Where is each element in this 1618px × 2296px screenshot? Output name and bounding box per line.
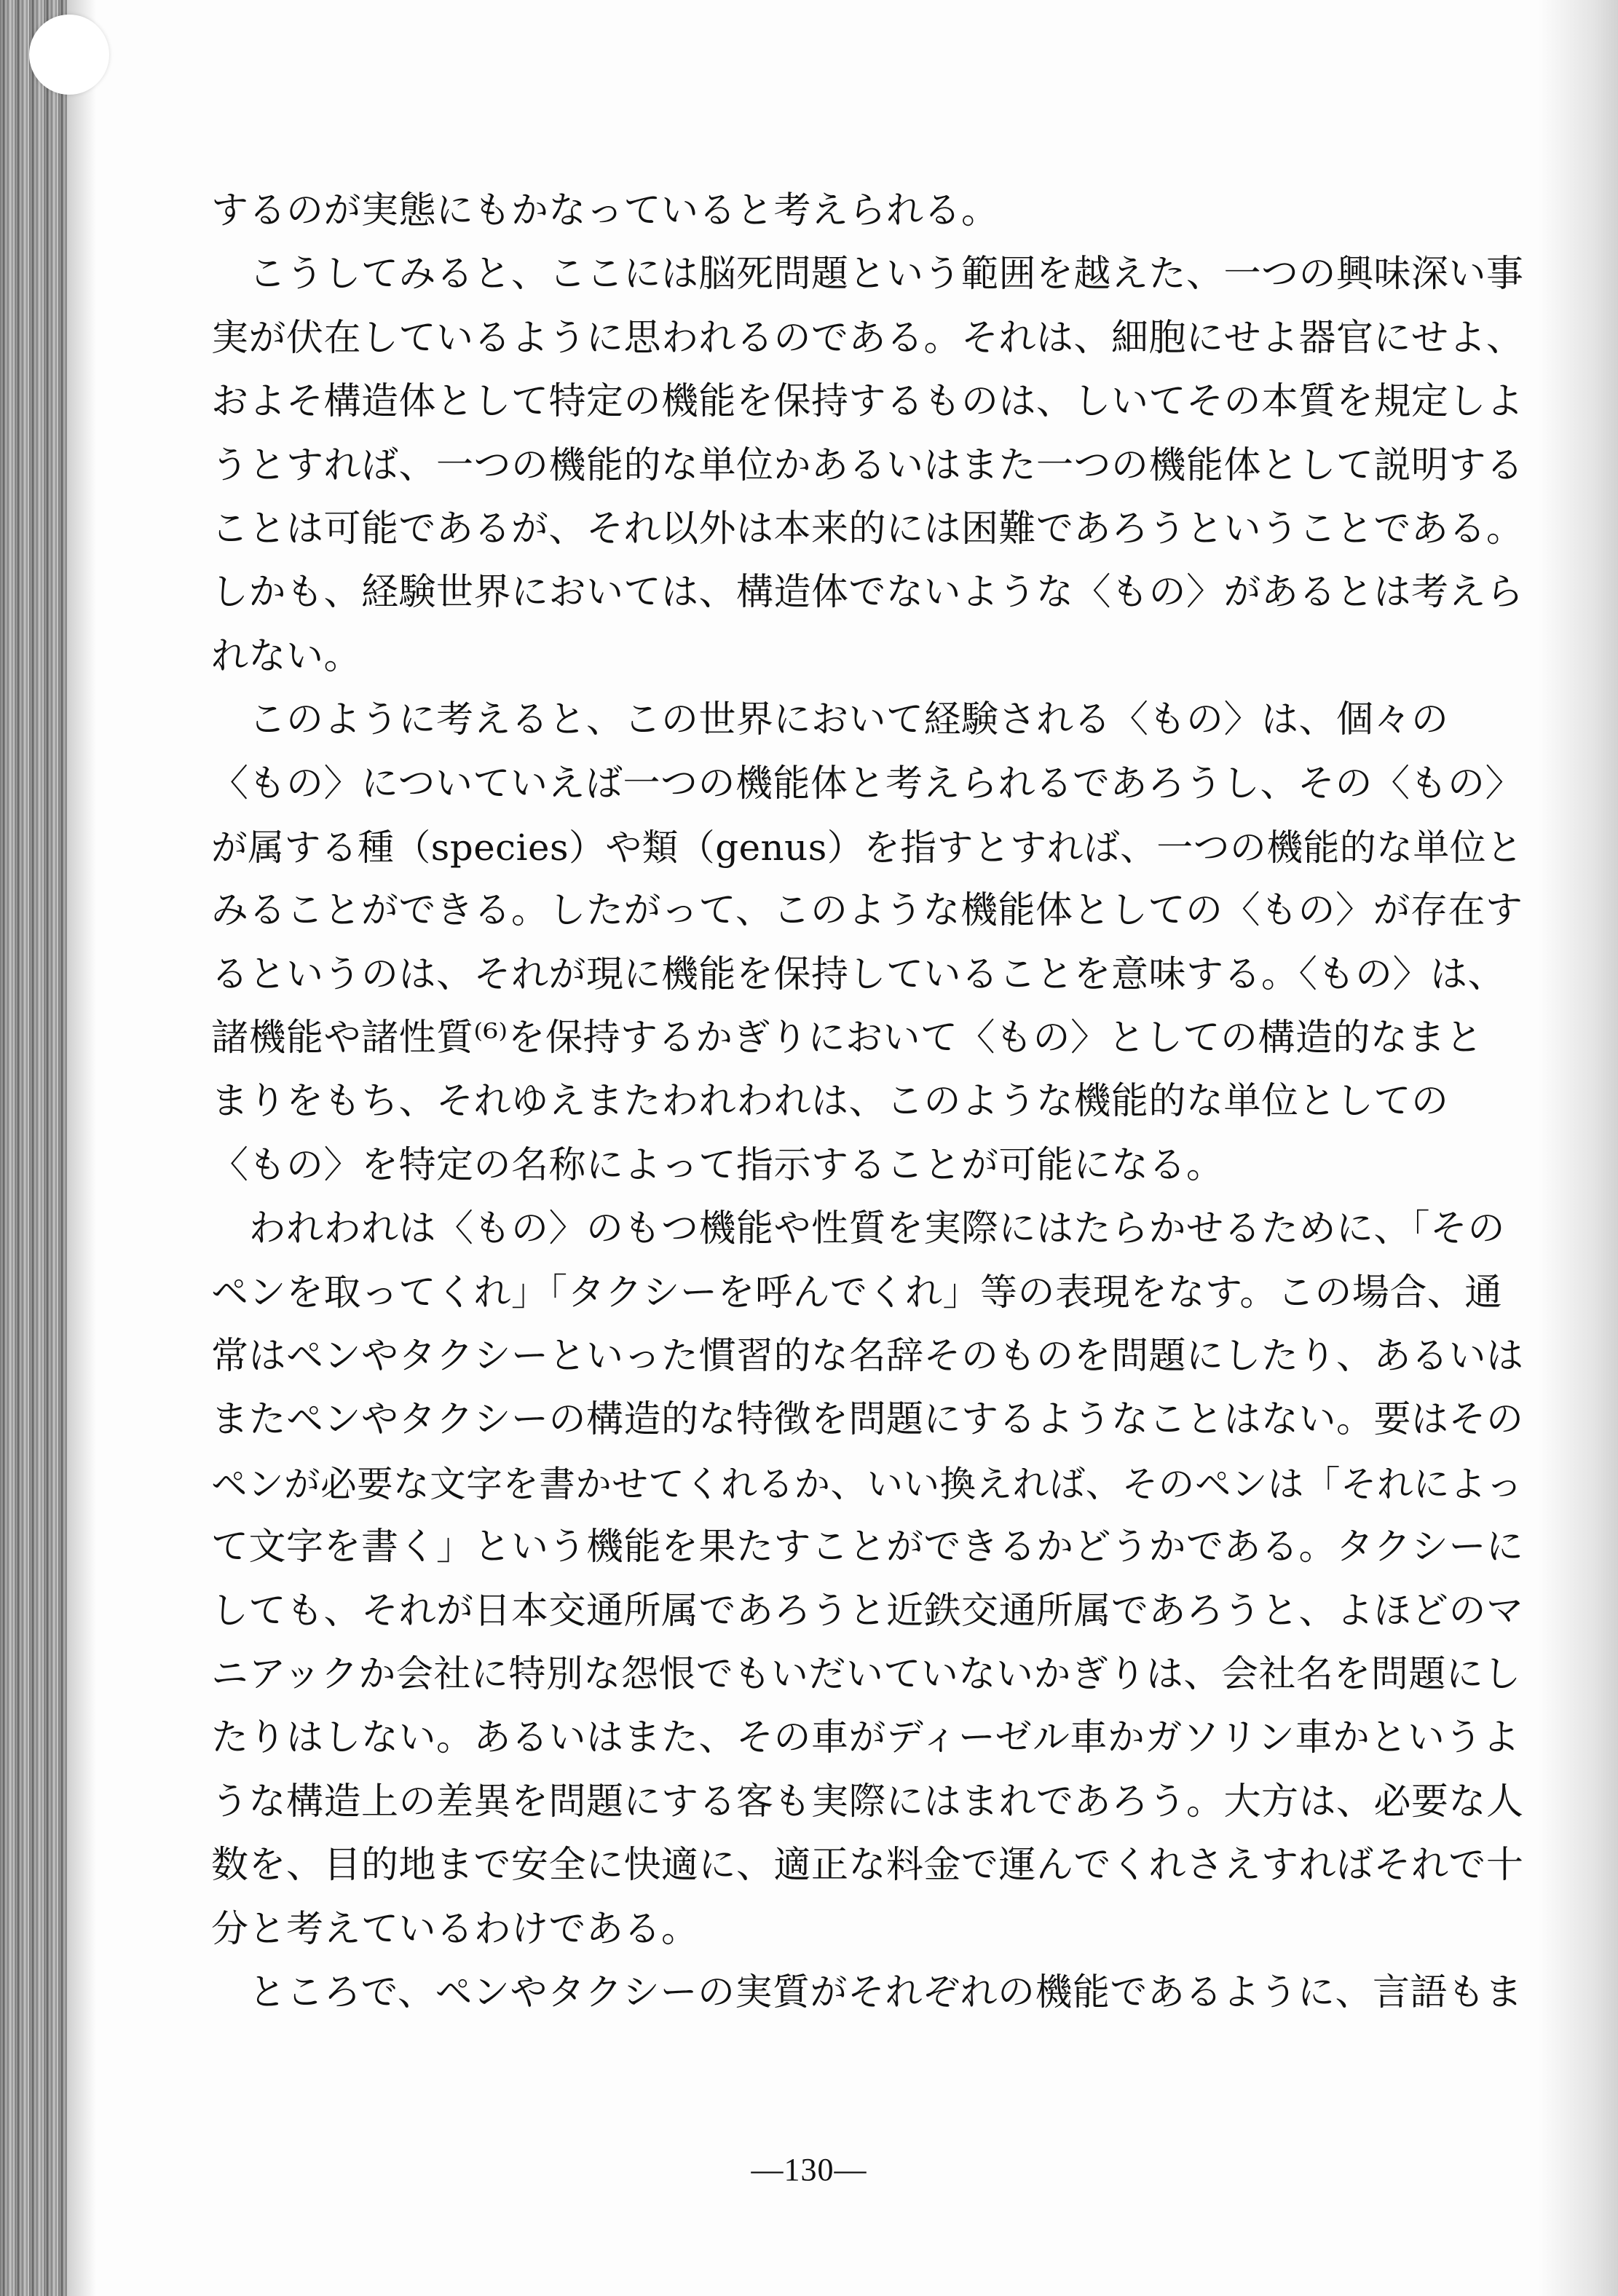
text-line: みることができる。したがって、このような機能体としての〈もの〉が存在す: [211, 889, 1523, 933]
page-edge-shadow: [1538, 0, 1618, 2296]
text-line: またペンやタクシーの構造的な特徴を問題にするようなことはない。要はその: [211, 1398, 1524, 1442]
text-line: しかも、経験世界においては、構造体でないような〈もの〉があるとは考えら: [211, 571, 1524, 615]
text-line: するのが実態にもかなっていると考えられる。: [211, 189, 999, 232]
text-line: およそ構造体として特定の機能を保持するものは、しいてその本質を規定しよ: [211, 380, 1524, 424]
text-line: ペンが必要な文字を書かせてくれるか、いい換えれば、そのペンは「それによっ: [211, 1462, 1523, 1505]
text-line: ところで、ペンやタクシーの実質がそれぞれの機能であるように、言語もま: [211, 1970, 1523, 2014]
text-line: て文字を書く」という機能を果たすことができるかどうかである。タクシーに: [211, 1526, 1524, 1569]
text-line: ニアックか会社に特別な怨恨でもいだいていないかぎりは、会社名を問題にし: [211, 1652, 1521, 1696]
punch-hole: [29, 15, 109, 95]
text-line: うな構造上の差異を問題にする客も実際にはまれであろう。大方は、必要な人: [211, 1780, 1524, 1823]
text-line: うとすれば、一つの機能的な単位かあるいはまた一つの機能体として説明する: [211, 443, 1524, 487]
text-line: るというのは、それが現に機能を保持していることを意味する。〈もの〉は、: [211, 952, 1506, 996]
text-line: 実が伏在しているように思われるのである。それは、細胞にせよ器官にせよ、: [211, 316, 1524, 360]
text-line: 〈もの〉についていえば一つの機能体と考えられるであろうし、その〈もの〉: [211, 762, 1523, 805]
text-line: このように考えると、この世界において経験される〈もの〉は、個々の: [211, 698, 1449, 742]
binding-shadow: [0, 0, 67, 2296]
text-line: 諸機能や諸性質⁽⁶⁾を保持するかぎりにおいて〈もの〉としての構造的なまと: [211, 1017, 1483, 1060]
text-line: 〈もの〉を特定の名称によって指示することが可能になる。: [211, 1143, 1224, 1187]
text-line: しても、それが日本交通所属であろうと近鉄交通所属であろうと、よほどのマ: [211, 1589, 1524, 1633]
page-number: —130—: [751, 2152, 867, 2187]
text-line: れない。: [211, 634, 362, 678]
text-line: われわれは〈もの〉のもつ機能や性質を実際にはたらかせるために、「その: [211, 1207, 1506, 1251]
binding-fade: [67, 0, 96, 2296]
text-line: 常はペンやタクシーといった慣習的な名辞そのものを問題にしたり、あるいは: [211, 1335, 1524, 1378]
text-line: こうしてみると、ここには脳死問題という範囲を越えた、一つの興味深い事: [211, 253, 1524, 296]
body-text: [211, 188, 1529, 2033]
text-line: たりはしない。あるいはまた、その車がディーゼル車かガソリン車かというよ: [211, 1716, 1520, 1760]
text-line: ペンを取ってくれ」「タクシーを呼んでくれ」等の表現をなす。この場合、通: [211, 1271, 1502, 1314]
text-line: まりをもち、それゆえまたわれわれは、このような機能的な単位としての: [211, 1080, 1449, 1124]
text-line: 数を、目的地まで安全に快適に、適正な料金で運んでくれさえすればそれで十: [211, 1844, 1524, 1887]
text-line: 分と考えているわけである。: [211, 1907, 699, 1951]
text-line: が属する種（species）や類（genus）を指すとすれば、一つの機能的な単位と: [211, 826, 1523, 869]
text-line: ことは可能であるが、それ以外は本来的には困難であろうということである。: [211, 507, 1524, 551]
